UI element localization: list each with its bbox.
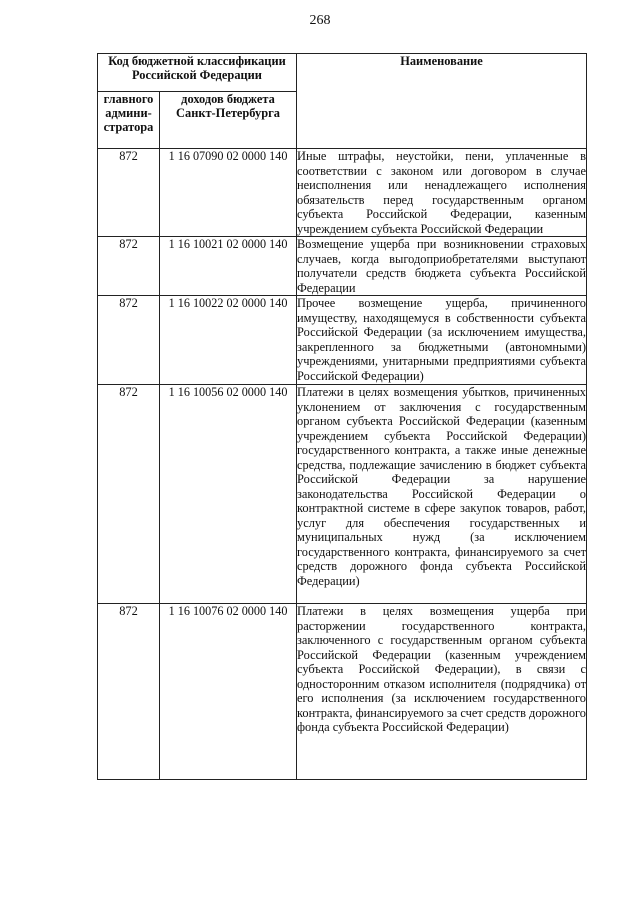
cell-name: Возмещение ущерба при возникновении страховых случаев, когда выгодоприобретателями выступают получатели средств бюджета субъекта Российской Федерации (297, 237, 586, 295)
cell-admin: 872 (98, 237, 160, 296)
header-name: Наименование (297, 54, 587, 149)
header-budget-code: Код бюджетной классификации Российской Федерации (98, 54, 297, 92)
header-income: доходов бюджета Санкт-Петербурга (160, 92, 297, 149)
header-admin: главного админи-стратора (98, 92, 160, 149)
table-row (98, 149, 587, 237)
budget-classification-table (97, 53, 587, 780)
cell-code: 1 16 10021 02 0000 140 (160, 237, 297, 296)
cell-admin: 872 (98, 149, 160, 237)
table-row (98, 237, 587, 296)
cell-admin: 872 (98, 385, 160, 604)
page-number: 268 (309, 13, 331, 28)
cell-code: 1 16 07090 02 0000 140 (160, 149, 297, 237)
cell-code: 1 16 10022 02 0000 140 (160, 296, 297, 385)
cell-code: 1 16 10076 02 0000 140 (160, 604, 297, 780)
table-header-row (98, 54, 587, 92)
cell-code: 1 16 10056 02 0000 140 (160, 385, 297, 604)
table-row (98, 296, 587, 385)
cell-name: Иные штрафы, неустойки, пени, уплаченные в соответствии с законом или договором в случае неисполнения или ненадлежащего исполнения обязательств перед государственным органом субъекта Российской Федерации, казенным учреждением субъекта Российской Федерации (297, 149, 586, 236)
cell-admin: 872 (98, 604, 160, 780)
cell-admin: 872 (98, 296, 160, 385)
table-row (98, 385, 587, 604)
table-row (98, 604, 587, 780)
cell-name: Платежи в целях возмещения убытков, причиненных уклонением от заключения с государственным органом субъекта Российской Федерации (казенным учреждением субъекта Российской Федерации) государственного контракта, а также иные денежные средства, подлежащие зачислению в бюджет субъекта Российской Федерации за нарушение законодательства Российской Федерации о контрактной системе в сфере закупок товаров, работ, услуг для обеспечения государственных и муниципальных нужд (за исключением государственного контракта, финансируемого за счет средств дорожного фонда субъекта Российской Федерации) (297, 385, 587, 604)
cell-name: Прочее возмещение ущерба, причиненного имуществу, находящемуся в собственности субъекта Российской Федерации (за исключением имущества, закрепленного за бюджетными (автономными) учреждениями, унитарными предприятиями субъекта Российской Федерации) (297, 296, 586, 383)
cell-name: Платежи в целях возмещения ущерба при расторжении государственного контракта, заключенного с государственным органом субъекта Российской Федерации (казенным учреждением субъекта Российской Федерации), в связи с односторонним отказом исполнителя (подрядчика) от его исполнения (за исключением государственного контракта, финансируемого за счет средств дорожного фонда субъекта Российской Федерации) (297, 604, 587, 780)
